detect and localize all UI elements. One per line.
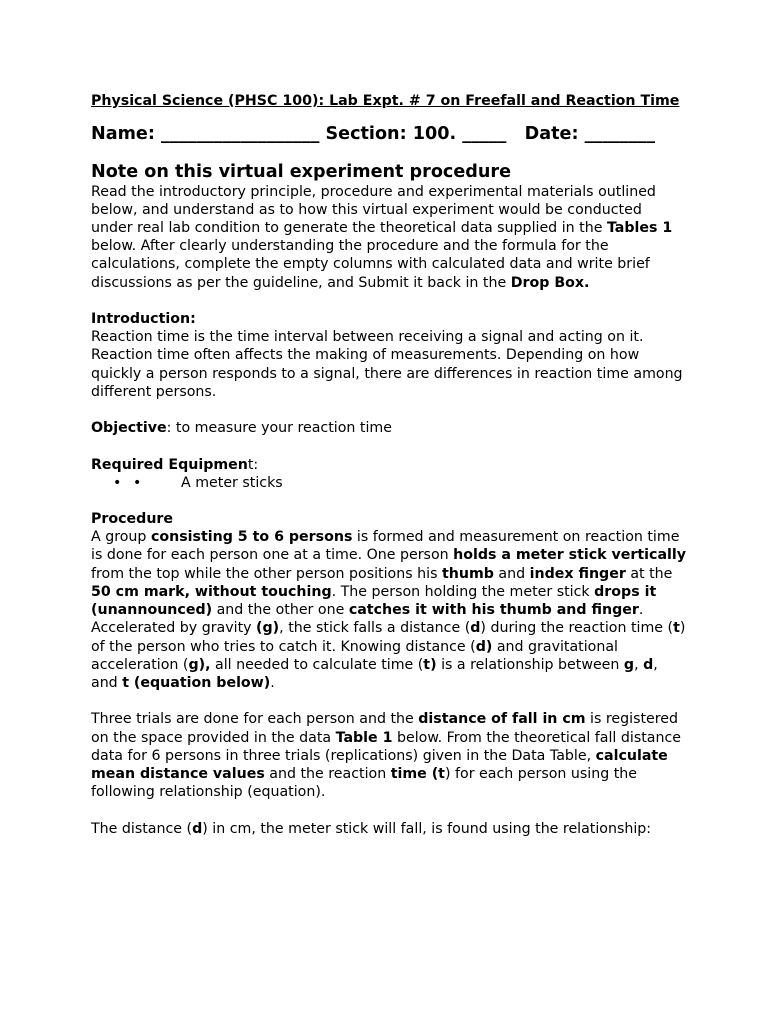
introduction-heading: Introduction: xyxy=(91,310,196,327)
name-section-date-line: Name: __________________ Section: 100. _____ Date: ________ xyxy=(91,123,655,144)
trials-paragraph: Three trials are done for each person and the distance of fall in cm is registered on the space provided in the data Table 1 below. From the theoretical fall distance data for 6 persons in three trials (replications) given in the Data Table, calculate mean distance values and the reaction time (t) for each person using the following relationship (equation). xyxy=(91,711,681,801)
introduction-text: Reaction time is the time interval between receiving a signal and acting on it. Reaction time often affects the making of measurements. Depending on how quickly a person responds to a signal, there are differences in reaction time among different persons. xyxy=(91,329,683,400)
objective-line: Objective: to measure your reaction time xyxy=(91,420,392,437)
note-heading: Note on this virtual experiment procedure xyxy=(91,161,512,182)
bullet-icon: • xyxy=(113,474,122,491)
note-paragraph: Read the introductory principle, procedure and experimental materials outlined below, and understand as to how this virtual experiment would be conducted under real lab condition to generate the theoretical data supplied in the Tables 1 below. After clearly understanding the procedure and the formula for the calculations, complete the empty columns with calculated data and write brief discussions as per the guideline, and Submit it back in the Drop Box. xyxy=(91,183,673,291)
procedure-heading: Procedure xyxy=(91,511,174,528)
equipment-list-item xyxy=(91,474,687,492)
document-title: Physical Science (PHSC 100): Lab Expt. # 7 on Freefall and Reaction Time xyxy=(91,93,680,109)
procedure-paragraph: A group consisting 5 to 6 persons is formed and measurement on reaction time is done for each person one at a time. One person holds a meter stick vertically from the top while the other person positions his thumb and index finger at the 50 cm mark, without touching. The person holding the meter stick drops it (unannounced) and the other one catches it with his thumb and finger. Accelerated by gravity (g), the stick falls a distance (d) during the reaction time (t) of the person who tries to catch it. Knowing distance (d) and gravitational acceleration (g), all needed to calculate time (t) is a relationship between g, d, and t (equation below). xyxy=(91,529,686,691)
distance-paragraph: The distance (d) in cm, the meter stick will fall, is found using the relationship: xyxy=(91,820,652,837)
document-body xyxy=(91,92,687,838)
equipment-item-text: A meter sticks xyxy=(181,474,283,491)
equipment-heading: Required Equipment: xyxy=(91,456,259,473)
bullet-icon: • xyxy=(133,474,142,491)
